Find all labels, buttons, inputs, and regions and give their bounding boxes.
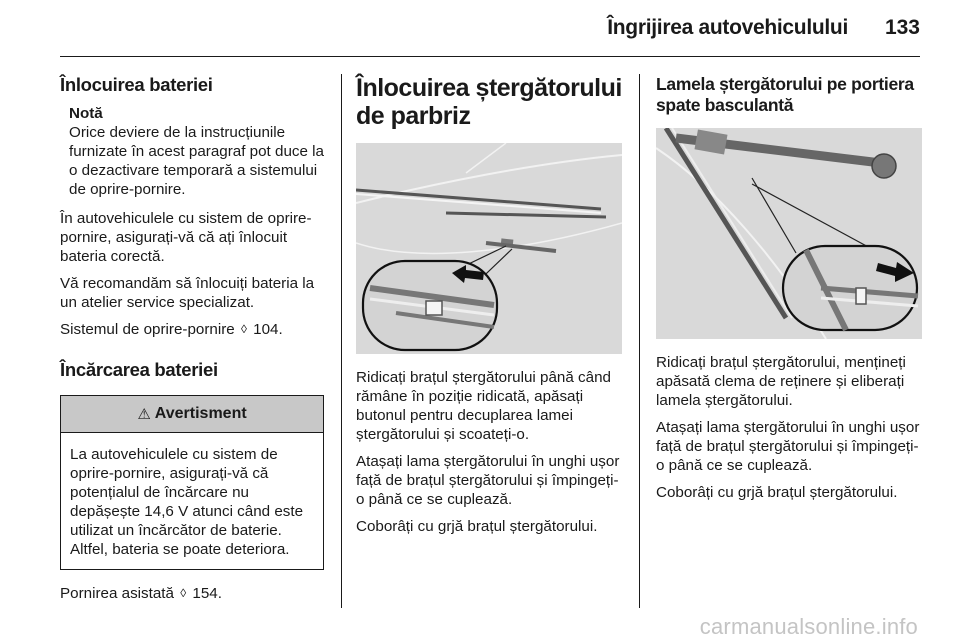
heading-battery-charging: Încărcarea bateriei — [60, 359, 218, 380]
column-divider — [341, 74, 342, 608]
watermark: carmanualsonline.info — [699, 614, 918, 639]
warning-text: La autovehiculele cu sistem de oprire-pornire, asigurați-vă că potențialul de încărcare nu depășește 14,6 V atunci când este utilizat un încărcător de baterie. Altfel, bateria se poate deteriora. — [70, 446, 304, 558]
paragraph-with-ref — [60, 320, 328, 339]
column-rear-wiper — [656, 74, 924, 502]
note-text: Orice deviere de la instrucțiunile furnizate în acest paragraf pot duce la o dezactivare temporară a sistemului de oprire-pornire. — [69, 124, 324, 198]
windscreen-wiper-illustration — [356, 143, 622, 354]
running-title: Îngrijirea autovehiculului — [607, 16, 848, 39]
column-battery — [60, 74, 328, 603]
note-label: Notă — [69, 105, 103, 122]
heading-rear-wiper: Lamela ștergătorului pe portiera spate basculantă — [656, 74, 914, 115]
page-ref-icon: ◊ — [180, 586, 187, 600]
warning-icon: ⚠ — [137, 406, 151, 423]
heading-battery-replacement: Înlocuirea bateriei — [60, 74, 213, 95]
paragraph-with-ref — [60, 584, 328, 603]
paragraph: În autovehiculele cu sistem de oprire-pornire, asigurați-vă că ați înlocuit bateria corectă. — [60, 210, 312, 265]
warning-label: Avertisment — [154, 405, 247, 422]
warning-header — [61, 396, 323, 433]
paragraph: Atașați lama ștergătorului în unghi ușor față de brațul ștergătorului și împingeți-o până ce se cuplează. — [356, 453, 620, 508]
warning-body — [61, 433, 323, 569]
paragraph: Ridicați brațul ștergătorului, mențineți apăsată clema de reținere și eliberați lamela ștergătorului. — [656, 354, 906, 409]
page-ref-link[interactable]: 104. — [253, 321, 283, 338]
page-ref-icon: ◊ — [240, 322, 247, 336]
page-ref-link[interactable]: 154. — [192, 585, 222, 602]
ref-text: Pornirea asistată — [60, 585, 174, 602]
paragraph: Atașați lama ștergătorului în unghi ușor față de brațul ștergătorului și împingeți-o până ce se cuplează. — [656, 419, 920, 474]
paragraph: Ridicați brațul ștergătorului până când rămâne în poziție ridicată, apăsați butonul pentru decuplarea lamei ștergătorului și scoateți-o. — [356, 369, 611, 443]
note-block — [69, 104, 328, 199]
heading-windscreen-wiper: Înlocuirea ștergătorului de parbriz — [356, 74, 622, 130]
paragraph: Coborâți cu grjă brațul ștergătorului. — [656, 484, 898, 501]
rear-wiper-illustration — [656, 128, 922, 339]
page-number: 133 — [884, 16, 920, 39]
column-divider — [639, 74, 640, 608]
paragraph: Vă recomandăm să înlocuiți bateria la un atelier service specializat. — [60, 275, 315, 311]
paragraph: Coborâți cu grjă brațul ștergătorului. — [356, 518, 598, 535]
ref-text: Sistemul de oprire-pornire — [60, 321, 235, 338]
page-header — [60, 0, 920, 57]
column-windscreen-wiper — [356, 74, 624, 536]
warning-box — [60, 395, 324, 570]
